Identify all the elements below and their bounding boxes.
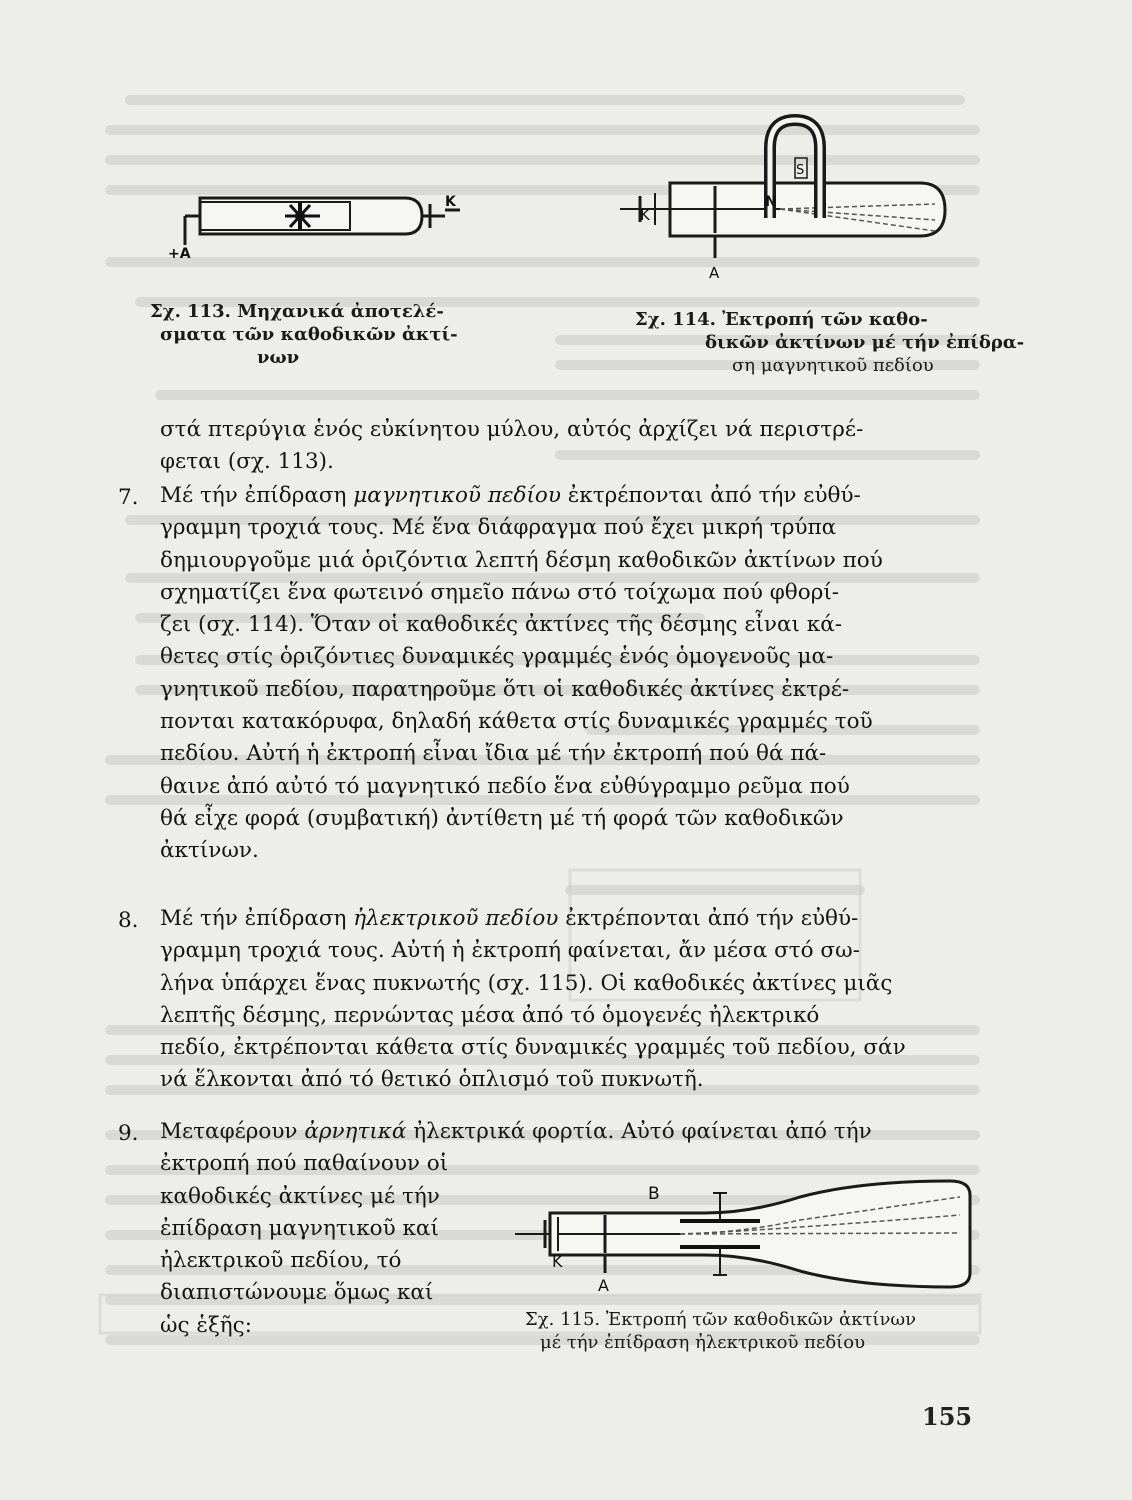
item-7-line1-b: ἐκτρέπονται ἀπό τήν εὐθύ- (560, 483, 861, 508)
fig113-caption-line1: Σχ. 113. Μηχανικά ἀποτελέ- (150, 301, 444, 322)
item-9-line7: ὡς ἑξῆς: (160, 1312, 252, 1338)
fig115-caption-line2: μέ τήν ἐπίδραση ἠλεκτρικοῦ πεδίου (540, 1332, 866, 1353)
fig115-caption-line1: Σχ. 115. Ἐκτροπή τῶν καθοδικῶν ἀκτίνων (525, 1309, 917, 1330)
figure-115-diagram (500, 1175, 980, 1300)
item-9-line4: ἐπίδραση μαγνητικοῦ καί (160, 1215, 439, 1241)
item-7-line9: πεδίου. Αὐτή ἡ ἐκτροπή εἶναι ἴδια μέ τήν ἐκτροπή πού θά πά- (160, 741, 827, 767)
item-8-line1-b: ἐκτρέπονται ἀπό τήν εὐθύ- (558, 906, 859, 931)
page-number: 155 (922, 1402, 973, 1431)
fig113-caption-line3: νων (257, 347, 300, 368)
fig114-label-s: S (796, 163, 805, 178)
figure-113-caption (150, 300, 480, 369)
continuation-line2: φεται (σχ. 113). (160, 449, 334, 475)
item-7-line3: δημιουργοῦμε μιά ὁριζόντια λεπτή δέσμη καθοδικῶν ἀκτίνων πού (160, 547, 883, 573)
item-8-line4: λεπτῆς δέσμης, περνώντας μέσα ἀπό τό ὁμογενές ἠλεκτρικό (160, 1002, 820, 1028)
item-7-line8: πονται κατακόρυφα, δηλαδή κάθετα στίς δυναμικές γραμμές τοῦ (160, 709, 873, 735)
fig113-caption-line2: σματα τῶν καθοδικῶν ἀκτί- (160, 324, 458, 345)
item-7-line1 (160, 480, 970, 512)
item-7-line1-em: μαγνητικοῦ πεδίου (353, 483, 561, 508)
item-9-line6: διαπιστώνουμε ὅμως καί (160, 1280, 434, 1306)
figure-115-caption (525, 1308, 975, 1354)
item-8-line3: λήνα ὑπάρχει ἕνας πυκνωτής (σχ. 115). Οἱ καθοδικές ἀκτίνες μιᾶς (160, 970, 893, 996)
fig114-caption-line2: δικῶν ἀκτίνων μέ τήν ἐπίδρα- (705, 332, 1025, 353)
item-7-line6: θετες στίς ὁριζόντιες δυναμικές γραμμές ἑνός ὁμογενοῦς μα- (160, 644, 834, 670)
fig114-label-n: N (765, 194, 777, 210)
item-9-line1 (160, 1116, 970, 1148)
item-8-line1-a: Μέ τήν ἐπίδραση (160, 906, 354, 931)
continuation-paragraph (160, 414, 970, 479)
item-7-paragraph (160, 480, 970, 868)
item-7-line7: γνητικοῦ πεδίου, παρατηροῦμε ὅτι οἱ καθοδικές ἀκτίνες ἐκτρέ- (160, 676, 850, 702)
item-9-number: 9. (118, 1121, 139, 1146)
item-9-line1-a: Μεταφέρουν (160, 1119, 305, 1144)
fig115-label-b: B (648, 1184, 660, 1204)
item-7-number: 7. (118, 485, 139, 510)
item-7-line5: ζει (σχ. 114). Ὅταν οἱ καθοδικές ἀκτίνες τῆς δέσμης εἶναι κά- (160, 612, 842, 638)
continuation-line1: στά πτερύγια ἑνός εὐκίνητου μύλου, αὐτός ἀρχίζει νά περιστρέ- (160, 417, 864, 442)
item-8-line1 (160, 903, 970, 935)
fig113-label-a: +A (168, 246, 191, 262)
item-8-number: 8. (118, 908, 139, 933)
item-7-line12: ἀκτίνων. (160, 838, 259, 864)
fig113-label-k: K (445, 194, 456, 210)
item-8-line5: πεδίο, ἐκτρέπονται κάθετα στίς δυναμικές γραμμές τοῦ πεδίου, σάν (160, 1035, 906, 1061)
fig114-label-k: K (640, 206, 650, 224)
fig114-caption-line1: Σχ. 114. Ἐκτροπή τῶν καθο- (635, 309, 928, 330)
item-7-line1-a: Μέ τήν ἐπίδραση (160, 483, 354, 508)
item-9-line2: ἐκτροπή πού παθαίνουν οἱ (160, 1151, 449, 1177)
item-9-line1-b: ἠλεκτρικά φορτία. Αὐτό φαίνεται ἀπό τήν (406, 1119, 872, 1144)
fig114-caption-line3: ση μαγνητικοῦ πεδίου (732, 355, 934, 376)
item-7-line4: σχηματίζει ἕνα φωτεινό σημεῖο πάνω στό τοίχωμα πού φθορί- (160, 579, 840, 605)
item-9-line3: καθοδικές ἀκτίνες μέ τήν (160, 1183, 440, 1209)
figure-114-caption (635, 308, 1025, 377)
fig115-label-a: A (598, 1276, 609, 1295)
item-8-line1-em: ἠλεκτρικοῦ πεδίου (353, 906, 559, 931)
item-7-line2: γραμμη τροχιά τους. Μέ ἕνα διάφραγμα πού ἔχει μικρή τρύπα (160, 515, 837, 541)
item-7-line11: θά εἶχε φορά (συμβατική) ἀντίθετη μέ τή φορά τῶν καθοδικῶν (160, 805, 844, 831)
item-7-line10: θαινε ἀπό αὐτό τό μαγνητικό πεδίο ἕνα εὐθύγραμμο ρεῦμα πού (160, 773, 850, 799)
item-8-line6: νά ἕλκονται ἀπό τό θετικό ὁπλισμό τοῦ πυκνωτῆ. (160, 1067, 704, 1093)
item-8-paragraph (160, 903, 970, 1097)
item-9-line5: ἠλεκτρικοῦ πεδίου, τό (160, 1248, 402, 1274)
item-8-line2: γραμμη τροχιά τους. Αὐτή ἡ ἐκτροπή φαίνεται, ἄν μέσα στό σω- (160, 938, 860, 964)
figure-113-diagram (160, 180, 490, 270)
figure-114-diagram (600, 108, 980, 288)
item-9-line1-em: ἀρνητικά (304, 1119, 407, 1144)
fig114-label-a: A (709, 264, 720, 282)
fig115-label-k: K (552, 1252, 563, 1271)
